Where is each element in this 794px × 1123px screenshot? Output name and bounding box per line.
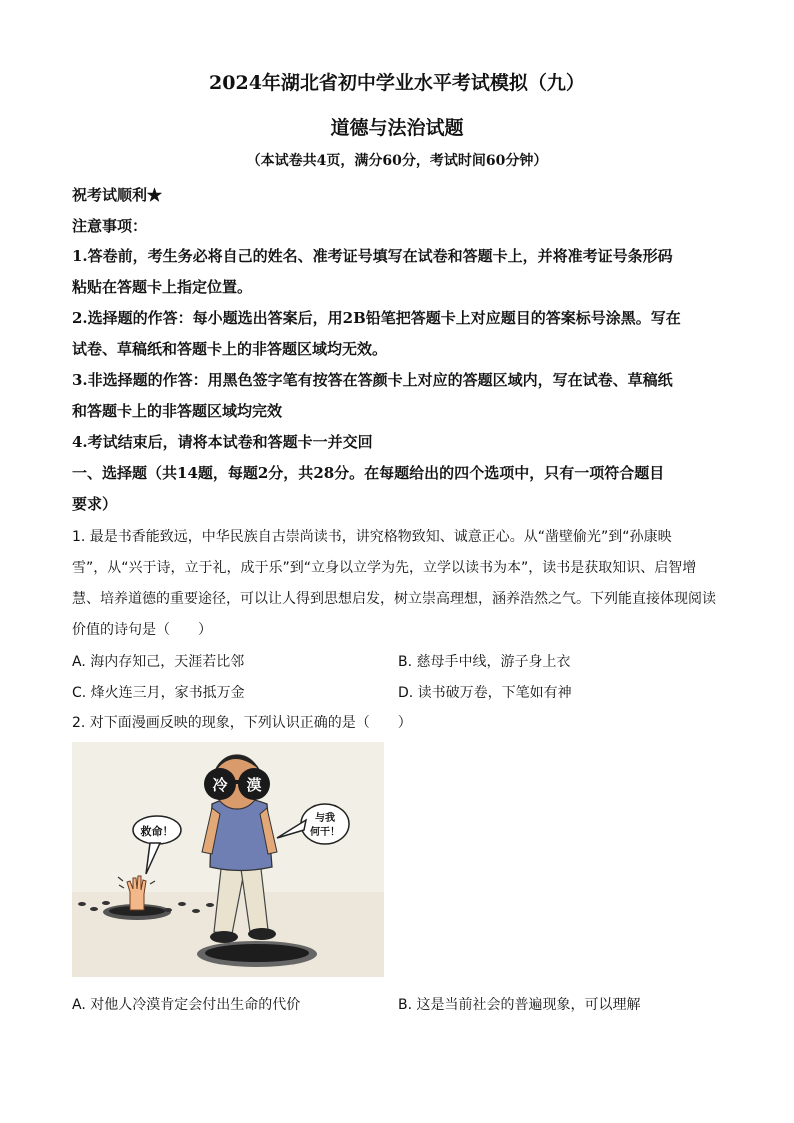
reply-bubble-line-1: 与我 [315,813,335,824]
glasses-text-right: 漠 [246,776,262,794]
notice-item-1a: 1.答卷前，考生务必将自己的姓名、准考证号填写在试卷和答题卡上，并将准考证号条形码 [72,247,673,265]
section-heading-2: 要求） [72,495,118,513]
q2-option-b: B. 这是当前社会的普遍现象，可以理解 [398,997,641,1013]
q1-option-a: A. 海内存知己，天涯若比邻 [72,654,245,670]
exam-title: 2024年湖北省初中学业水平考试模拟（九） [209,72,585,94]
indifference-cartoon [72,742,384,977]
notice-heading: 注意事项： [72,217,148,235]
notice-item-2a: 2.选择题的作答：每小题选出答案后，用2B铅笔把答题卡上对应题目的答案标号涂黑。写在 [72,309,681,327]
question-1-line-1: 1. 最是书香能致远，中华民族自古崇尚读书，讲究格物致知、诚意正心。从“凿壁偷光”到“孙康映 [72,529,672,545]
notice-item-3a: 3.非选择题的作答：用黑色签字笔有按答在答颜卡上对应的答题区域内，写在试卷、草稿纸 [72,371,673,389]
subject-title: 道德与法治试题 [330,117,464,139]
q1-option-d: D. 读书破万卷，下笔如有神 [398,685,572,701]
q1-option-b: B. 慈母手中线，游子身上衣 [398,654,571,670]
notice-item-3b: 和答题卡上的非答题区域均完效 [72,402,283,420]
exam-info: （本试卷共4页，满分60分，考试时间60分钟） [246,153,548,169]
question-1-line-2: 雪”，从“兴于诗，立于礼，成于乐”到“立身以立学为先，立学以读书为本”，读书是获取知识、启智增 [72,560,697,576]
wish-text: 祝考试顺利★ [72,186,163,204]
q2-option-a: A. 对他人冷漠肯定会付出生命的代价 [72,997,301,1013]
notice-item-1b: 粘贴在答题卡上指定位置。 [72,278,253,296]
section-heading-1: 一、选择题（共14题，每题2分，共28分。在每题给出的四个选项中，只有一项符合题目 [72,464,665,482]
reply-bubble-line-2: 何干！ [310,827,340,838]
question-1-line-4: 价值的诗句是（ ） [72,622,212,638]
notice-item-4: 4.考试结束后，请将本试卷和答题卡一并交回 [72,433,373,451]
notice-item-2b: 试卷、草稿纸和答题卡上的非答题区域均无效。 [72,340,388,358]
glasses-text-left: 冷 [212,776,228,794]
question-1-line-3: 慧、培养道德的重要途径，可以让人得到思想启发，树立崇高理想，涵养浩然之气。下列能直接体现阅读 [72,591,716,607]
q1-option-c: C. 烽火连三月，家书抵万金 [72,685,245,701]
question-2-stem: 2. 对下面漫画反映的现象，下列认识正确的是（ ） [72,715,412,731]
help-bubble-text: 救命！ [140,825,174,838]
